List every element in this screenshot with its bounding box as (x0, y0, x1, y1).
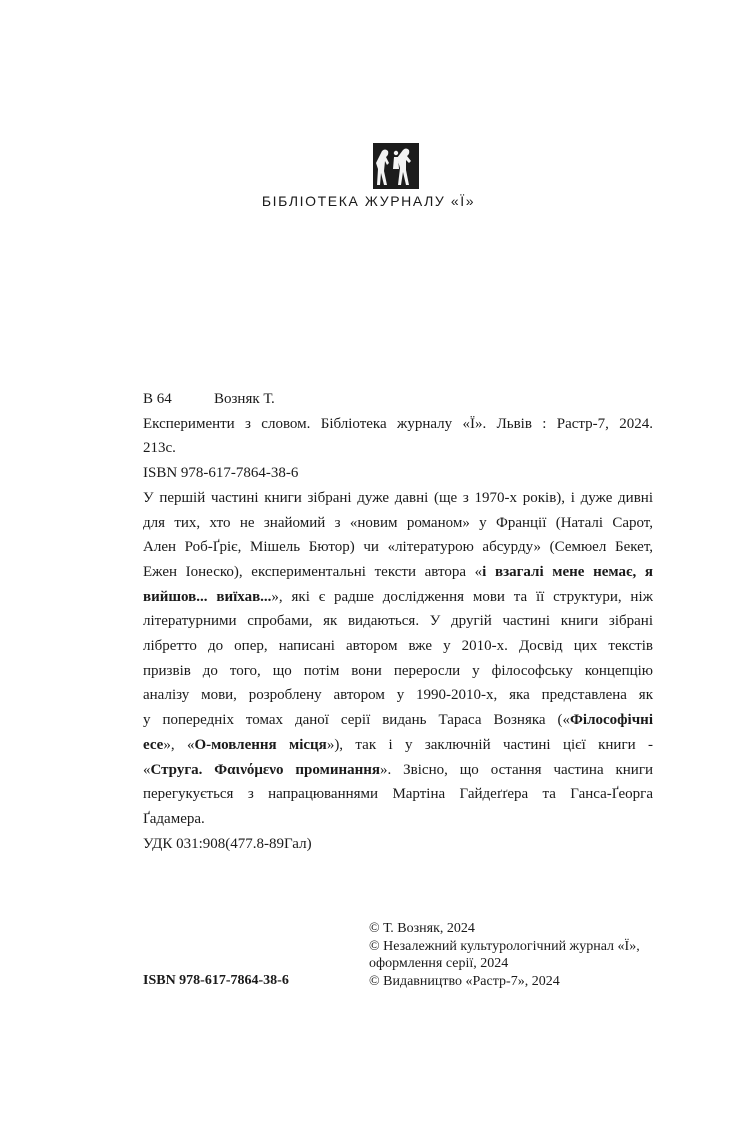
bold-title-fragment: О-мовлення місця (194, 736, 327, 753)
udc-code: УДК 031:908(477.8-89Гал) (143, 835, 312, 852)
copyright-line: © Т. Возняк, 2024 (369, 921, 475, 936)
bold-title-fragment: Струга. Фαινόμενο проминання (150, 761, 381, 778)
copyright-line: оформлення серії, 2024 (369, 956, 509, 971)
bold-title-fragment: вийшов... виїхав... (143, 588, 272, 605)
annotation-line (143, 560, 653, 585)
annotation-line (143, 733, 653, 758)
annotation-text (143, 486, 653, 832)
copyright-block (369, 920, 640, 990)
text-fragment: », « (163, 736, 195, 753)
copyright-line: © Видавництво «Растр-7», 2024 (369, 973, 560, 989)
text-fragment: ». Звісно, що остання частина книги (380, 761, 654, 778)
annotation-line: аналізу мови, розроблену автором у 1990-2010-х, яка представлена як (143, 687, 653, 704)
text-fragment: », які є радше дослідження мови та її структури, ніж (271, 588, 653, 605)
journal-i-logo-icon (373, 143, 419, 189)
annotation-line: призвів до того, що потім вони переросли у філософську концепцію (143, 662, 653, 679)
author-name: Возняк Т. (214, 391, 275, 407)
text-fragment: Ежен Іонеско), експериментальні тексти автора « (143, 563, 483, 580)
record-pages: 213с. (143, 440, 176, 457)
text-fragment: « (143, 761, 151, 778)
bold-title-fragment: Філософічні (570, 712, 653, 729)
annotation-line: перегукується з напрацюваннями Мартіна Гайдеґґера та Ганса-Ґеорга (143, 786, 653, 803)
annotation-line (143, 708, 653, 733)
bold-title-fragment: есе (143, 736, 164, 753)
copyright-line: © Незалежний культурологічний журнал «Ї», (369, 938, 640, 954)
annotation-line (143, 585, 653, 610)
text-fragment: у попередніх томах даної серії видань Тараса Возняка (« (143, 712, 571, 729)
text-fragment: »), так і у заключній частині цієї книги - (326, 736, 653, 753)
annotation-line (143, 758, 653, 783)
annotation-line: Ален Роб-Ґріє, Мішель Бютор) чи «літературою абсурду» (Семюел Бекет, (143, 539, 653, 556)
record-title: Експерименти з словом. Бібліотека журналу «Ї». Львів : Растр-7, 2024. (143, 415, 653, 432)
annotation-line: Ґадамера. (143, 810, 205, 827)
annotation-line: літературними спробами, як видаються. У другій частині книги зібрані (143, 613, 653, 630)
annotation-line: лібретто до опер, написані автором вже у 2010-х. Досвід цих текстів (143, 638, 653, 655)
series-title: БІБЛІОТЕКА ЖУРНАЛУ «Ї» (261, 193, 476, 209)
record-heading (143, 387, 653, 412)
library-code: В 64 (143, 391, 172, 407)
bibliographic-record (143, 387, 653, 856)
annotation-line: для тих, хто не знайомий з «новим романом» у Франції (Наталі Сарот, (143, 514, 653, 531)
bold-title-fragment: і взагалі мене немає, я (482, 563, 653, 580)
annotation-line: У першій частині книги зібрані дуже давні (ще з 1970-х років), і дуже дивні (143, 489, 653, 506)
footer-isbn: ISBN 978-617-7864-38-6 (143, 973, 289, 988)
record-isbn: ISBN 978-617-7864-38-6 (143, 465, 299, 482)
